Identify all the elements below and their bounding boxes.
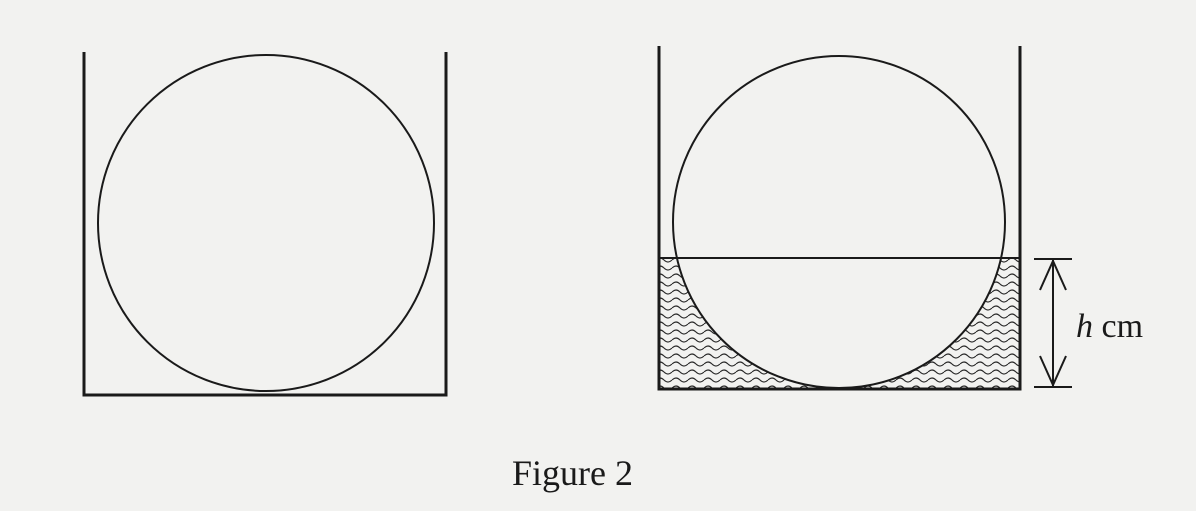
left-container-diagram [84, 52, 446, 395]
right-container-diagram [659, 46, 1072, 389]
height-dimension-marker [1034, 259, 1072, 387]
height-label [1076, 308, 1143, 346]
height-unit: cm [1101, 308, 1144, 345]
right-sphere [673, 56, 1005, 388]
left-sphere [98, 55, 434, 391]
figure-caption: Figure 2 [512, 453, 633, 493]
left-container-walls [84, 52, 446, 395]
height-variable: h [1076, 308, 1093, 345]
